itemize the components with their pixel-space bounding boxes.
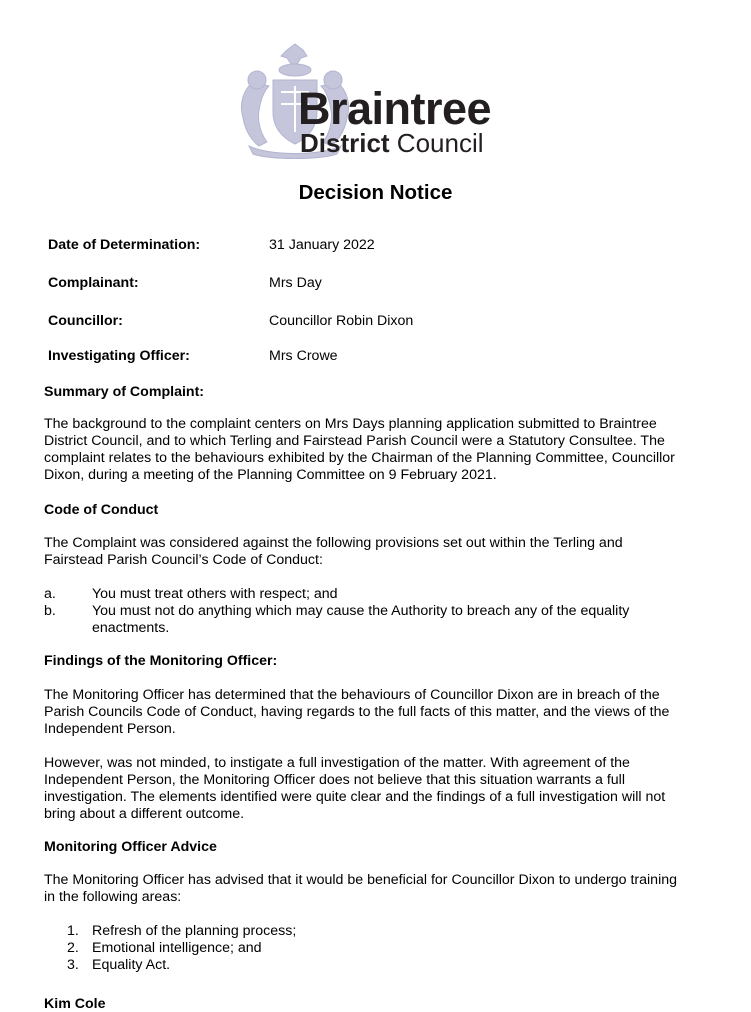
meta-value-officer: Mrs Crowe <box>269 348 338 364</box>
code-heading: Code of Conduct <box>44 502 159 518</box>
advice-paragraph: The Monitoring Officer has advised that it would be beneficial for Councillor Dixon to undergo training in the following areas: <box>44 872 678 905</box>
meta-label-complainant: Complainant: <box>48 275 139 291</box>
list-item: You must not do anything which may cause the Authority to breach any of the equality enactments. <box>92 603 630 636</box>
meta-label-councillor: Councillor: <box>48 313 123 329</box>
list-item-marker: a. <box>44 586 56 602</box>
numbered-item-marker: 2. <box>67 940 79 956</box>
code-paragraph: The Complaint was considered against the following provisions set out within the Terling and Fairstead Parish Council’s Code of Conduct: <box>44 535 623 568</box>
page-title: Decision Notice <box>298 181 453 204</box>
list-item-marker: b. <box>44 603 56 619</box>
logo-braintree-text: Braintree <box>298 83 492 134</box>
logo-district-council-text: District Council <box>300 128 484 158</box>
numbered-item-marker: 3. <box>67 957 79 973</box>
advice-heading: Monitoring Officer Advice <box>44 839 217 855</box>
numbered-item: Emotional intelligence; and <box>92 940 262 956</box>
numbered-item-marker: 1. <box>67 923 79 939</box>
meta-value-complainant: Mrs Day <box>269 275 322 291</box>
meta-value-date: 31 January 2022 <box>269 237 375 253</box>
meta-label-date: Date of Determination: <box>48 237 201 253</box>
numbered-item: Equality Act. <box>92 957 171 973</box>
findings-heading: Findings of the Monitoring Officer: <box>44 653 278 669</box>
numbered-item: Refresh of the planning process; <box>92 923 297 939</box>
meta-value-councillor: Councillor Robin Dixon <box>269 313 414 329</box>
summary-paragraph: The background to the complaint centers on Mrs Days planning application submitted to Braintree District Council, and to which Terling and Fairstead Parish Council were a Statutory Consultee. The complaint relates to the behaviours exhibited by the Chairman of the Planning Committee, Councillor Dixon, during a meeting of the Planning Committee on 9 February 2021. <box>44 416 675 483</box>
signature-name: Kim Cole <box>44 996 106 1012</box>
list-item: You must treat others with respect; and <box>92 586 338 602</box>
meta-label-officer: Investigating Officer: <box>48 348 190 364</box>
summary-heading: Summary of Complaint: <box>44 384 205 400</box>
findings-paragraph-2: However, was not minded, to instigate a full investigation of the matter. With agreement of the Independent Person, the Monitoring Officer does not believe that this situation warrants a full investigation. The elements identified were quite clear and the findings of a full investigation will not bring about a different outcome. <box>44 755 666 822</box>
findings-paragraph-1: The Monitoring Officer has determined that the behaviours of Councillor Dixon are in breach of the Parish Councils Code of Conduct, having regards to the full facts of this matter, and the views of the Independent Person. <box>44 687 670 737</box>
council-logo <box>235 42 525 160</box>
